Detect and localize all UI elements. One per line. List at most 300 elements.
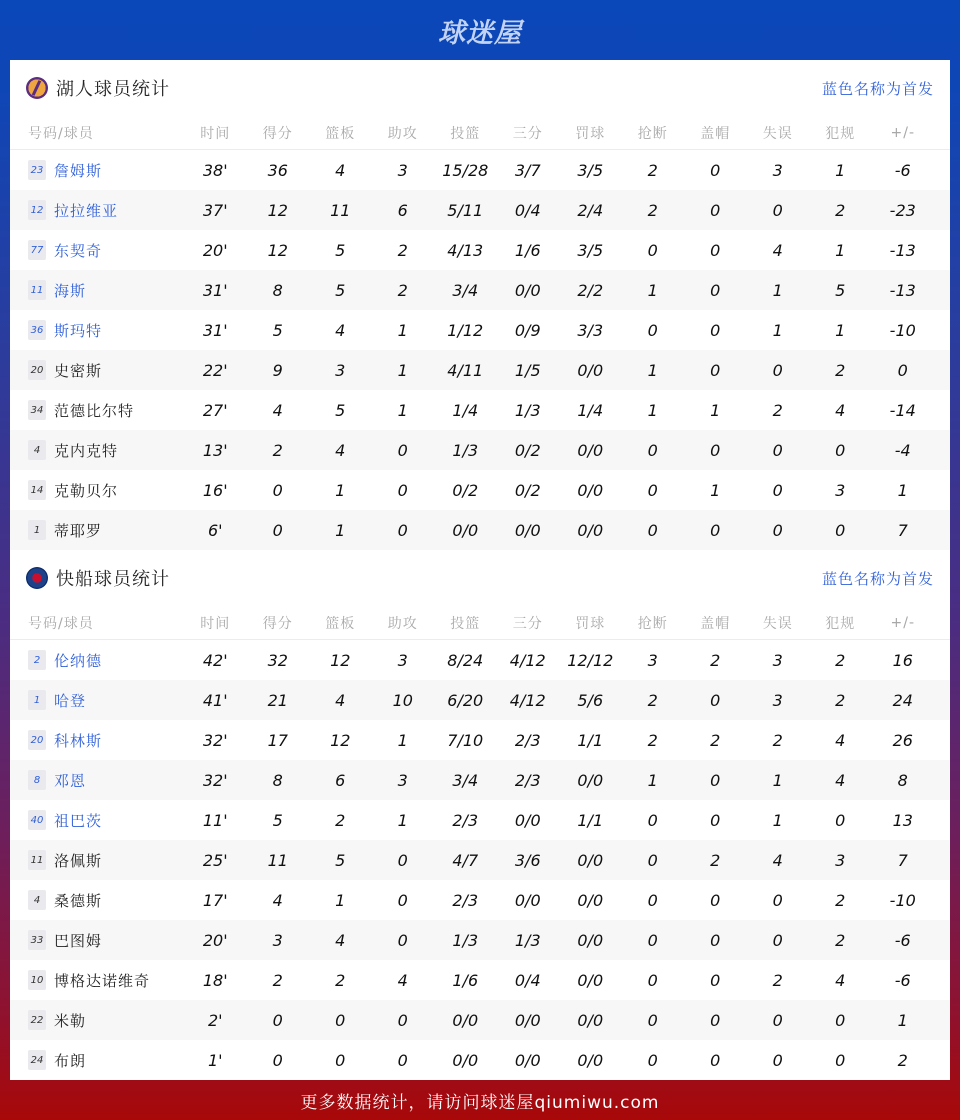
- stat-cell: 2: [710, 850, 721, 870]
- stat-cell: 2: [835, 360, 846, 380]
- stat-cell: 0/2: [452, 480, 479, 500]
- stat-cell: 0: [772, 480, 783, 500]
- column-header[interactable]: 罚球: [575, 615, 606, 632]
- column-header[interactable]: 助攻: [387, 615, 418, 632]
- stat-cell: 2: [835, 200, 846, 220]
- starter-legend-note: 蓝色名称为首发: [821, 569, 934, 588]
- stat-cell: 2/2: [577, 280, 604, 300]
- stat-cell: 0: [647, 1010, 658, 1030]
- stat-cell: 2: [647, 730, 658, 750]
- stat-cell: 8: [272, 770, 283, 790]
- player-name[interactable]: 科林斯: [54, 731, 103, 750]
- stat-cell: 1/4: [577, 400, 604, 420]
- stat-cell: 2/3: [452, 890, 479, 910]
- column-header[interactable]: 篮板: [325, 125, 356, 142]
- stats-card: [10, 60, 950, 1080]
- stat-cell: 0: [772, 930, 783, 950]
- stat-cell: 7: [897, 520, 908, 540]
- stat-cell: 0: [647, 480, 658, 500]
- stat-cell: -13: [889, 280, 916, 300]
- player-row[interactable]: [10, 270, 950, 310]
- player-cell: [10, 280, 184, 301]
- clippers-logo-icon: [26, 567, 48, 589]
- stat-cell: 0: [647, 520, 658, 540]
- player-row[interactable]: [10, 510, 950, 550]
- stat-cell: 9: [272, 360, 283, 380]
- stat-cell: 1: [647, 770, 658, 790]
- player-name[interactable]: 米勒: [54, 1011, 87, 1030]
- stat-cell: 2: [835, 930, 846, 950]
- stat-cell: 12: [330, 730, 351, 750]
- stat-cell: 3/4: [452, 280, 479, 300]
- stat-cell: -6: [894, 160, 911, 180]
- column-header[interactable]: 投篮: [450, 615, 481, 632]
- player-name[interactable]: 范德比尔特: [54, 401, 135, 420]
- player-row[interactable]: [10, 720, 950, 760]
- player-row[interactable]: [10, 920, 950, 960]
- stat-cell: 1/3: [514, 930, 541, 950]
- player-name[interactable]: 布朗: [54, 1051, 87, 1070]
- stat-cell: 4/12: [509, 650, 546, 670]
- team-title-row: [10, 60, 950, 116]
- stat-cell: 8/24: [447, 650, 484, 670]
- column-header[interactable]: 盖帽: [700, 615, 731, 632]
- stat-cell: 32': [202, 730, 228, 750]
- stat-cell: 2: [647, 160, 658, 180]
- team-title: [26, 75, 170, 101]
- stat-cell: 1: [397, 730, 408, 750]
- player-cell: [10, 480, 184, 501]
- stat-cell: 2: [772, 730, 783, 750]
- player-name[interactable]: 詹姆斯: [54, 161, 103, 180]
- stat-cell: 15/28: [442, 160, 489, 180]
- stat-cell: 1: [647, 400, 658, 420]
- jersey-number-badge: 10: [28, 970, 46, 990]
- player-row[interactable]: [10, 680, 950, 720]
- team-title-text: 湖人球员统计: [56, 79, 170, 100]
- stat-cell: 3: [835, 850, 846, 870]
- stat-cell: 2: [710, 730, 721, 750]
- jersey-number-badge: 2: [28, 650, 46, 670]
- stat-cell: 37': [202, 200, 228, 220]
- player-cell: [10, 440, 184, 461]
- stat-cell: 0: [272, 520, 283, 540]
- stat-cell: 1/6: [452, 970, 479, 990]
- site-logo: 球迷屋: [438, 17, 522, 49]
- stat-cell: 3: [397, 650, 408, 670]
- stat-cell: 5/6: [577, 690, 604, 710]
- player-row[interactable]: [10, 150, 950, 190]
- stat-cell: 12: [330, 650, 351, 670]
- stat-cell: 2/3: [514, 770, 541, 790]
- stat-cell: 0: [710, 320, 721, 340]
- player-row[interactable]: [10, 840, 950, 880]
- jersey-number-badge: 12: [28, 200, 46, 220]
- stat-cell: 1: [835, 160, 846, 180]
- player-row[interactable]: [10, 800, 950, 840]
- column-header[interactable]: 时间: [200, 615, 231, 632]
- player-cell: [10, 240, 184, 261]
- stat-cell: 1/6: [514, 240, 541, 260]
- player-name[interactable]: 史密斯: [54, 361, 103, 380]
- stat-cell: 4: [835, 400, 846, 420]
- column-header-row: [10, 606, 950, 640]
- stat-cell: 0: [710, 280, 721, 300]
- stat-cell: -6: [894, 930, 911, 950]
- stat-cell: 17': [202, 890, 228, 910]
- stat-cell: 0: [335, 1050, 346, 1070]
- player-cell: [10, 400, 184, 421]
- stat-cell: 3/5: [577, 160, 604, 180]
- lakers-logo-icon: [26, 77, 48, 99]
- stat-cell: 22': [202, 360, 228, 380]
- stat-cell: 0: [335, 1010, 346, 1030]
- stat-cell: 0/0: [577, 850, 604, 870]
- stat-cell: 0: [647, 930, 658, 950]
- stat-cell: 0/0: [577, 970, 604, 990]
- player-name[interactable]: 邓恩: [54, 771, 87, 790]
- stat-cell: 25': [202, 850, 228, 870]
- stat-cell: 1: [397, 320, 408, 340]
- team-title: [26, 565, 170, 591]
- stat-cell: -13: [889, 240, 916, 260]
- team-title-text: 快船球员统计: [56, 569, 170, 590]
- footer-banner: [0, 1080, 960, 1120]
- player-name[interactable]: 伦纳德: [54, 651, 103, 670]
- stat-cell: 8: [272, 280, 283, 300]
- player-row[interactable]: [10, 1000, 950, 1040]
- column-header[interactable]: 得分: [262, 125, 293, 142]
- player-cell: [10, 930, 184, 951]
- stat-cell: 0: [710, 970, 721, 990]
- stat-cell: 16': [202, 480, 228, 500]
- stat-cell: -4: [894, 440, 911, 460]
- stat-cell: 0/0: [577, 770, 604, 790]
- column-header[interactable]: 盖帽: [700, 125, 731, 142]
- stat-cell: 1: [335, 480, 346, 500]
- column-header[interactable]: +/-: [890, 614, 915, 631]
- stat-cell: -10: [889, 890, 916, 910]
- stat-cell: 0/0: [577, 480, 604, 500]
- stat-cell: 27': [202, 400, 228, 420]
- player-row[interactable]: [10, 350, 950, 390]
- stat-cell: 4/11: [447, 360, 484, 380]
- column-header[interactable]: 失误: [762, 125, 793, 142]
- jersey-number-badge: 33: [28, 930, 46, 950]
- player-cell: [10, 730, 184, 751]
- player-name[interactable]: 东契奇: [54, 241, 103, 260]
- stat-cell: 0: [772, 200, 783, 220]
- player-cell: [10, 850, 184, 871]
- stat-cell: 0/2: [514, 480, 541, 500]
- stat-cell: 3: [835, 480, 846, 500]
- stat-cell: 0: [710, 200, 721, 220]
- stat-cell: 0: [710, 520, 721, 540]
- stat-cell: 26: [892, 730, 913, 750]
- column-header[interactable]: 时间: [200, 125, 231, 142]
- stat-cell: 2: [272, 970, 283, 990]
- column-header[interactable]: 犯规: [825, 125, 856, 142]
- stat-cell: 0: [647, 970, 658, 990]
- stat-cell: 0: [772, 440, 783, 460]
- stat-cell: 16: [892, 650, 913, 670]
- stat-cell: 0/0: [577, 1010, 604, 1030]
- stat-cell: 0: [772, 1050, 783, 1070]
- stat-cell: 1/1: [577, 730, 604, 750]
- footer-text[interactable]: 更多数据统计，请访问球迷屋qiumiwu.com: [300, 1092, 660, 1113]
- stat-cell: 0: [647, 240, 658, 260]
- stat-cell: 1: [772, 770, 783, 790]
- stat-cell: 1: [335, 520, 346, 540]
- stat-cell: 6: [335, 770, 346, 790]
- player-row[interactable]: [10, 230, 950, 270]
- stat-cell: 11': [202, 810, 228, 830]
- stat-cell: 0: [272, 1010, 283, 1030]
- stat-cell: 2: [647, 200, 658, 220]
- stat-cell: 1: [335, 890, 346, 910]
- starter-legend-note: 蓝色名称为首发: [821, 79, 934, 98]
- player-row[interactable]: [10, 190, 950, 230]
- stat-cell: 4: [335, 930, 346, 950]
- player-name[interactable]: 拉拉维亚: [54, 201, 119, 220]
- player-name[interactable]: 博格达诺维奇: [54, 971, 151, 990]
- stat-cell: 2: [647, 690, 658, 710]
- stat-cell: 0: [272, 480, 283, 500]
- column-header[interactable]: 犯规: [825, 615, 856, 632]
- player-name[interactable]: 克内克特: [54, 441, 119, 460]
- player-row[interactable]: [10, 310, 950, 350]
- stat-cell: 0: [835, 810, 846, 830]
- stat-cell: 0: [272, 1050, 283, 1070]
- player-cell: [10, 650, 184, 671]
- stat-cell: 2/3: [514, 730, 541, 750]
- player-cell: [10, 1050, 184, 1071]
- stat-cell: 6': [207, 520, 223, 540]
- player-cell: [10, 770, 184, 791]
- stat-cell: 0: [647, 440, 658, 460]
- stat-cell: 5: [335, 280, 346, 300]
- stat-cell: 2: [710, 650, 721, 670]
- stat-cell: 4: [335, 160, 346, 180]
- column-header[interactable]: 助攻: [387, 125, 418, 142]
- stat-cell: 4: [835, 970, 846, 990]
- stat-cell: 1: [397, 400, 408, 420]
- player-cell: [10, 690, 184, 711]
- stat-cell: 20': [202, 240, 228, 260]
- stat-cell: 0: [397, 1050, 408, 1070]
- player-name[interactable]: 蒂耶罗: [54, 521, 103, 540]
- stat-cell: 0: [710, 890, 721, 910]
- column-header[interactable]: 罚球: [575, 125, 606, 142]
- stat-cell: 11: [267, 850, 288, 870]
- player-name[interactable]: 斯玛特: [54, 321, 103, 340]
- column-header[interactable]: 三分: [512, 125, 543, 142]
- stat-cell: 0: [710, 1010, 721, 1030]
- player-cell: [10, 360, 184, 381]
- stat-cell: 0: [647, 1050, 658, 1070]
- player-row[interactable]: [10, 880, 950, 920]
- stat-cell: 3: [397, 160, 408, 180]
- player-row[interactable]: [10, 960, 950, 1000]
- player-row[interactable]: [10, 1040, 950, 1080]
- stat-cell: 0: [647, 810, 658, 830]
- stat-cell: 1: [397, 810, 408, 830]
- stat-cell: 4: [397, 970, 408, 990]
- stat-cell: 0: [397, 520, 408, 540]
- stat-cell: 20': [202, 930, 228, 950]
- stat-cell: 0: [397, 890, 408, 910]
- stat-cell: 3: [397, 770, 408, 790]
- player-cell: [10, 320, 184, 341]
- stat-cell: 1: [647, 360, 658, 380]
- stat-cell: 2: [397, 240, 408, 260]
- stat-cell: 3/6: [514, 850, 541, 870]
- stat-cell: -14: [889, 400, 916, 420]
- stat-cell: 0/0: [514, 280, 541, 300]
- stat-cell: 5: [335, 240, 346, 260]
- stat-cell: 2/3: [452, 810, 479, 830]
- stat-cell: 0/0: [452, 1050, 479, 1070]
- player-name[interactable]: 祖巴茨: [54, 811, 103, 830]
- stat-cell: 4/7: [452, 850, 479, 870]
- stat-cell: 0: [710, 440, 721, 460]
- stat-cell: 12: [267, 200, 288, 220]
- stat-cell: 4: [772, 240, 783, 260]
- jersey-number-badge: 36: [28, 320, 46, 340]
- jersey-number-badge: 4: [28, 440, 46, 460]
- player-name[interactable]: 桑德斯: [54, 891, 103, 910]
- stat-cell: 2: [335, 810, 346, 830]
- stat-cell: 2: [835, 650, 846, 670]
- jersey-number-badge: 34: [28, 400, 46, 420]
- stat-cell: 1: [647, 280, 658, 300]
- stat-cell: 5/11: [447, 200, 484, 220]
- column-header[interactable]: 篮板: [325, 615, 356, 632]
- stat-cell: 0: [710, 1050, 721, 1070]
- stat-cell: 1: [772, 810, 783, 830]
- column-header[interactable]: 得分: [262, 615, 293, 632]
- stat-cell: 18': [202, 970, 228, 990]
- stat-cell: 1: [772, 280, 783, 300]
- jersey-number-badge: 22: [28, 1010, 46, 1030]
- player-name[interactable]: 哈登: [54, 691, 87, 710]
- stat-cell: 2: [335, 970, 346, 990]
- jersey-number-badge: 11: [28, 280, 46, 300]
- stat-cell: 4/12: [509, 690, 546, 710]
- stat-cell: 17: [267, 730, 288, 750]
- player-row[interactable]: [10, 470, 950, 510]
- stat-cell: 2/4: [577, 200, 604, 220]
- player-cell: [10, 890, 184, 911]
- stat-cell: 0: [397, 480, 408, 500]
- stat-cell: 0: [835, 520, 846, 540]
- stat-cell: 0: [647, 890, 658, 910]
- column-header[interactable]: 三分: [512, 615, 543, 632]
- stat-cell: 0/0: [452, 520, 479, 540]
- player-row[interactable]: [10, 390, 950, 430]
- player-name[interactable]: 克勒贝尔: [54, 481, 119, 500]
- stat-cell: 0: [772, 1010, 783, 1030]
- player-cell: [10, 970, 184, 991]
- player-name[interactable]: 海斯: [54, 281, 87, 300]
- stat-cell: 0: [897, 360, 908, 380]
- stat-cell: 8: [897, 770, 908, 790]
- stat-cell: 0/4: [514, 200, 541, 220]
- player-row[interactable]: [10, 430, 950, 470]
- stat-cell: 0: [710, 240, 721, 260]
- column-header-player[interactable]: 号码/球员: [28, 615, 94, 632]
- stat-cell: 2: [397, 280, 408, 300]
- stat-cell: 1: [710, 480, 721, 500]
- jersey-number-badge: 77: [28, 240, 46, 260]
- stat-cell: 36: [267, 160, 288, 180]
- player-cell: [10, 810, 184, 831]
- column-header-row: [10, 116, 950, 150]
- stat-cell: 3: [772, 690, 783, 710]
- column-header[interactable]: 失误: [762, 615, 793, 632]
- stat-cell: 1/4: [452, 400, 479, 420]
- stat-cell: 5: [335, 850, 346, 870]
- stat-cell: 1: [835, 320, 846, 340]
- stat-cell: 31': [202, 320, 228, 340]
- jersey-number-badge: 1: [28, 690, 46, 710]
- column-header[interactable]: 抢断: [637, 125, 668, 142]
- stat-cell: 3: [647, 650, 658, 670]
- jersey-number-badge: 24: [28, 1050, 46, 1070]
- stat-cell: 0: [835, 1010, 846, 1030]
- stat-cell: 31': [202, 280, 228, 300]
- stat-cell: 1/1: [577, 810, 604, 830]
- column-header[interactable]: 抢断: [637, 615, 668, 632]
- stat-cell: 2: [272, 440, 283, 460]
- stat-cell: 21: [267, 690, 288, 710]
- player-name[interactable]: 洛佩斯: [54, 851, 103, 870]
- stat-cell: 32': [202, 770, 228, 790]
- stat-cell: 0: [710, 360, 721, 380]
- jersey-number-badge: 14: [28, 480, 46, 500]
- stat-cell: 4: [772, 850, 783, 870]
- column-header[interactable]: 投篮: [450, 125, 481, 142]
- stat-cell: 1/3: [514, 400, 541, 420]
- column-header[interactable]: +/-: [890, 124, 915, 141]
- stat-cell: 1': [207, 1050, 223, 1070]
- team-title-row: [10, 550, 950, 606]
- stat-cell: 11: [330, 200, 351, 220]
- stat-cell: 2: [897, 1050, 908, 1070]
- player-name[interactable]: 巴图姆: [54, 931, 103, 950]
- site-header: [0, 0, 960, 60]
- stat-cell: 0: [397, 850, 408, 870]
- stat-cell: 4: [335, 320, 346, 340]
- player-row[interactable]: [10, 760, 950, 800]
- stat-cell: 0: [710, 810, 721, 830]
- stat-cell: 0: [647, 320, 658, 340]
- stat-cell: 0/0: [577, 520, 604, 540]
- stat-cell: 3: [772, 650, 783, 670]
- player-row[interactable]: [10, 640, 950, 680]
- stat-cell: 0: [397, 1010, 408, 1030]
- stat-cell: 1/3: [452, 930, 479, 950]
- player-cell: [10, 200, 184, 221]
- stat-cell: 1: [897, 480, 908, 500]
- stat-cell: 4: [335, 440, 346, 460]
- stat-cell: 0/0: [452, 1010, 479, 1030]
- stat-cell: 0/0: [577, 890, 604, 910]
- stat-cell: 32: [267, 650, 288, 670]
- jersey-number-badge: 8: [28, 770, 46, 790]
- column-header-player[interactable]: 号码/球员: [28, 125, 94, 142]
- jersey-number-badge: 20: [28, 360, 46, 380]
